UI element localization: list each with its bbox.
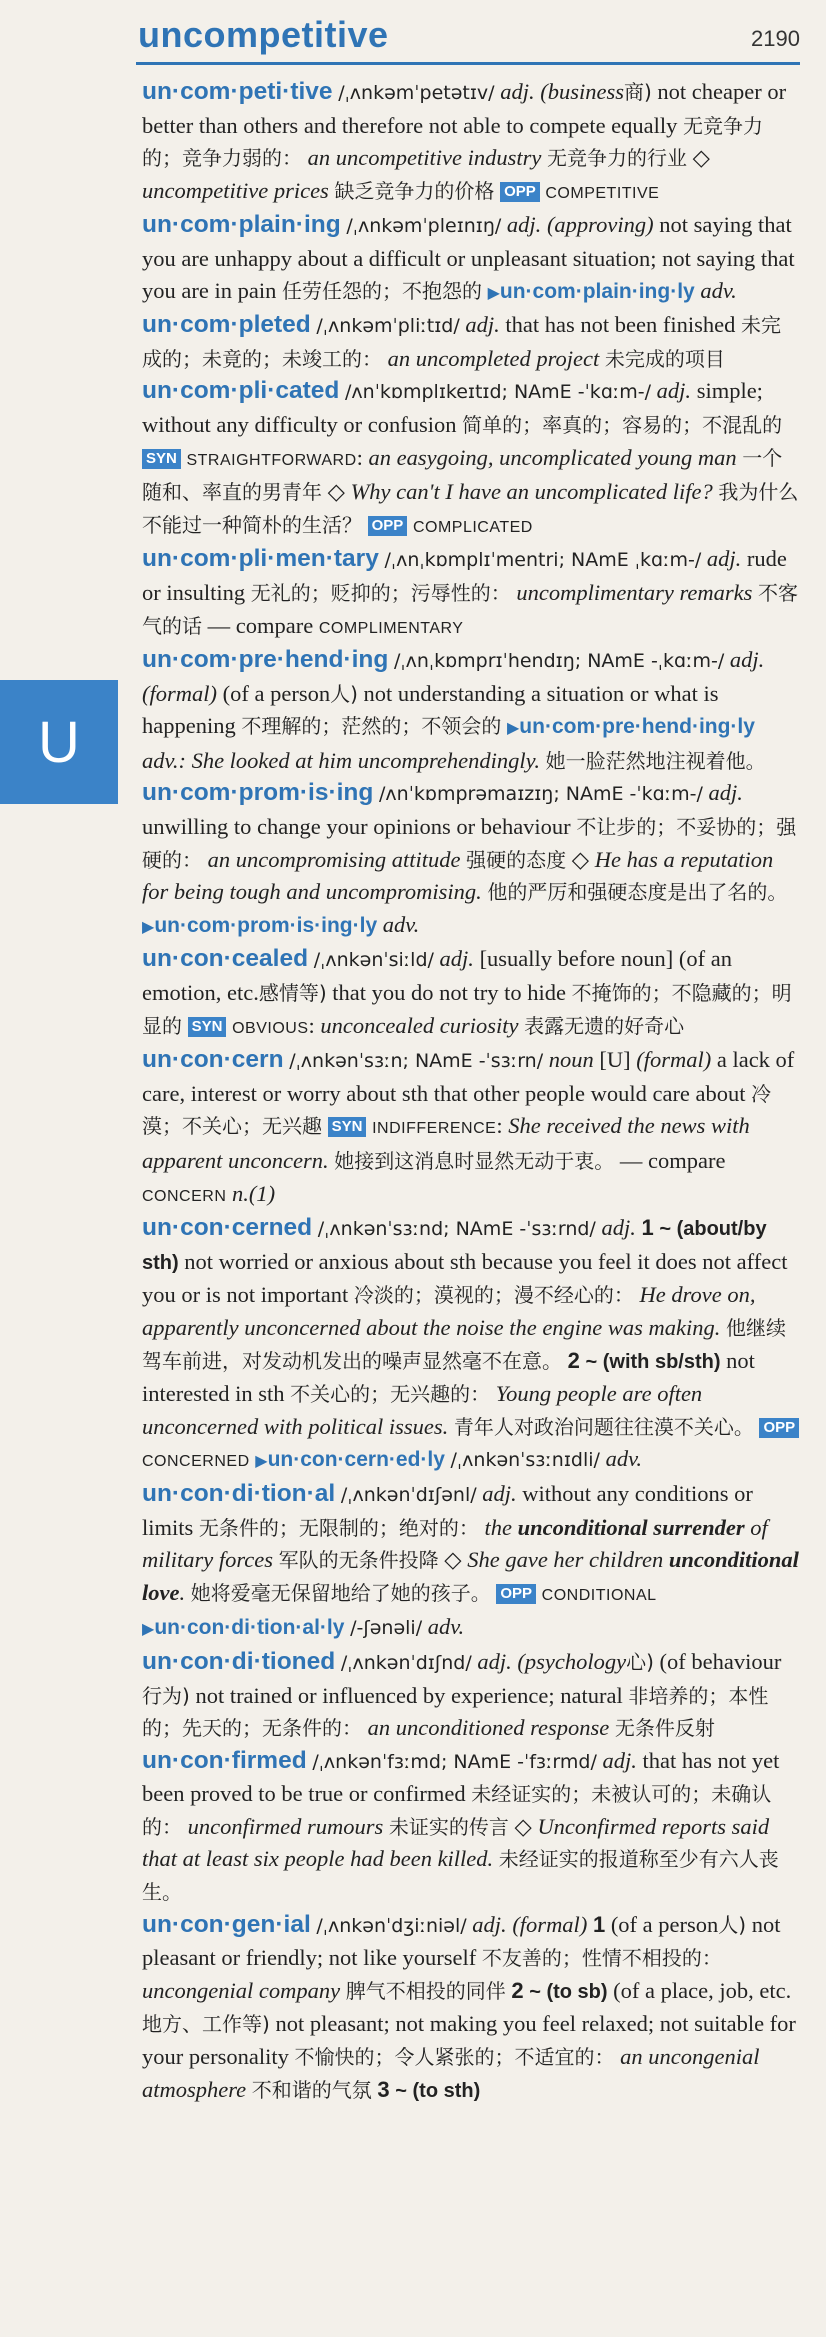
example-translation: 青年人对政治问题往往漠不关心。 [453, 1414, 754, 1439]
example-collocation: unconditional love [142, 1547, 799, 1605]
definition: not interested in sth [142, 1347, 755, 1407]
example: Unconfirmed reports said that at least six people had been killed. [142, 1813, 770, 1872]
translation: 不让步的；不妥协的；强硬的： [142, 815, 797, 872]
cross-reference-pos: n.(1) [232, 1180, 276, 1206]
translation: 简单的；率真的；容易的；不混乱的 [462, 412, 783, 437]
derivative-pos: adv. [427, 1614, 465, 1640]
grammar-note: (of a person [222, 680, 331, 706]
usage-label: (approving) [546, 212, 654, 238]
example-translation: 军队的无条件投降 [278, 1548, 439, 1573]
pronunciation: /ˌʌnˌkɒmprɪˈhendɪŋ; NAmE -ˌkɑːm-/ [393, 650, 725, 673]
entry-uncomprehending [142, 644, 800, 777]
part-of-speech: adj. [439, 946, 474, 972]
translation: 无礼的；贬抑的；污辱性的： [250, 580, 511, 605]
usage-label: (business [540, 79, 624, 104]
definition: that you do not try to hide [332, 980, 567, 1006]
sense-number: 1 [592, 1911, 606, 1937]
translation: 无竞争力的；竞争力弱的： [142, 113, 764, 171]
definition: not trained or influenced by experience; natural [195, 1682, 623, 1708]
cross-reference[interactable]: COMPETITIVE [545, 184, 660, 202]
example: an uncompetitive industry [307, 145, 542, 171]
translation: 不关心的；无兴趣的： [290, 1382, 491, 1407]
headword: un·com·pre·hend·ing [142, 646, 389, 674]
pronunciation: /ˌʌnkənˈdɪʃənl/ [340, 1483, 477, 1506]
synonym[interactable]: STRAIGHTFORWARD [186, 451, 357, 469]
usage-label: (psychology [517, 1648, 627, 1674]
translation: 无条件的；无限制的；绝对的： [198, 1515, 479, 1540]
entry-unconcern: un·con·cern /ˌʌnkənˈsɜːn; NAmE -ˈsɜːrn/ noun [U] (formal) a lack of care, interest or worry about sth that other people would care about 冷漠；不关心；无兴趣 SYN INDIFFERENCE: She received the news with apparent unconcern. 她接到这消息时显然无动于衷。 — compare CONCERN n.(1) [142, 1046, 795, 1206]
example-collocation: unconditional surrender [517, 1514, 745, 1540]
thumb-index-letter: U [38, 709, 80, 775]
definition: unwilling to change your opinions or behaviour [142, 814, 571, 840]
part-of-speech: adj. [601, 1215, 636, 1241]
translation: 不理解的；茫然的；不领会的 [241, 714, 502, 739]
dictionary-column [142, 76, 800, 2107]
translation: 冷漠；不关心；无兴趣 [142, 1081, 772, 1139]
derivative-pos: adv. [382, 911, 420, 937]
thumb-index-tab [0, 680, 118, 804]
entry-uncomplaining [142, 209, 800, 309]
derivative: un·com·plain·ing·ly [499, 279, 695, 303]
derivative-pos: adv. [605, 1446, 643, 1472]
synonym[interactable]: OBVIOUS [232, 1019, 309, 1037]
derivative: un·com·pre·hend·ing·ly [519, 715, 755, 739]
grammar-note-cn: 人) [718, 1912, 747, 1937]
example-translation: 不和谐的气氛 [251, 2077, 372, 2102]
example: an uncompromising attitude [207, 846, 461, 872]
definition: not cheaper or better than others and therefore not able to compete equally [142, 79, 787, 138]
example-translation: 她接到这消息时显然无动于衷。 [334, 1149, 615, 1173]
example: uncompetitive prices [142, 177, 329, 203]
opp-tag: OPP [759, 1418, 799, 1438]
example: She looked at him uncomprehendingly. [191, 747, 541, 773]
example-translation: 无竞争力的行业 [546, 146, 687, 171]
cross-reference[interactable]: CONCERN [142, 1187, 227, 1205]
grammar-note: [usually before noun] [479, 946, 674, 972]
synonym[interactable]: INDIFFERENCE [372, 1120, 497, 1138]
definition: that has not yet been proved to be true or confirmed [142, 1747, 780, 1807]
syn-tag: SYN [328, 1117, 367, 1137]
example-text: the [484, 1514, 518, 1540]
triangle-right-icon: ▶ [506, 720, 520, 738]
example: Young people are often unconcerned with political issues. [142, 1381, 703, 1439]
part-of-speech: adj. [472, 1911, 507, 1937]
example-translation: 一个随和、率直的男青年 [142, 445, 783, 505]
translation: 未完成的；未竟的；未竣工的： [142, 313, 781, 371]
example-translation: 无条件反射 [614, 1716, 715, 1741]
grammar-note-cn: 人) [330, 681, 358, 706]
pronunciation: /ˌʌnkənˈsɜːnd; NAmE -ˈsɜːrnd/ [317, 1218, 596, 1241]
headword: un·con·cern [142, 1046, 284, 1074]
example-translation: 未完成的项目 [604, 346, 725, 371]
example-text: of military forces [142, 1514, 768, 1573]
pronunciation: /ˌʌnkəmˈpliːtɪd/ [316, 315, 460, 338]
opp-tag: OPP [500, 182, 540, 202]
entry-unconfirmed: un·con·firmed /ˌʌnkənˈfɜːmd; NAmE -ˈfɜːrmd/ adj. that has not yet been proved to be true or confirmed 未经证实的；未被认可的；未确认的： unconfirmed rumours 未证实的传言 ◇ Unconfirmed reports said that at least six people had been killed. 未经证实的报道称至少有六人丧生。 [142, 1746, 780, 1905]
grammar-note: (of a place, job, etc. [613, 1977, 792, 2003]
pronunciation: /ˌʌnkənˈsiːld/ [313, 949, 434, 972]
example: She received the news with apparent unconcern. [142, 1113, 750, 1173]
entry-uncompromising: un·com·prom·is·ing /ʌnˈkɒmprəmaɪzɪŋ; NAmE -ˈkɑːm-/ adj. unwilling to change your opinions or behaviour 不让步的；不妥协的；强硬的： an uncompromising attitude 强硬的态度 ◇ He has a reputation for being tough and uncompromising. 他的严厉和强硬态度是出了名的。 ▶un·com·prom·is·ing·ly adv. [142, 779, 797, 937]
entry-unconditioned [142, 1646, 800, 1745]
grammar-note: (of behaviour [659, 1648, 782, 1674]
headword: un·com·prom·is·ing [142, 779, 374, 807]
example-translation: 她一脸茫然地注视着他。 [545, 748, 766, 773]
grammar-pattern: ~ (to sb) [529, 1980, 608, 2003]
translation: 任劳任怨的；不抱怨的 [281, 278, 482, 303]
sense-number: 2 [511, 1977, 524, 2003]
translation: 不愉快的；令人紧张的；不适宜的： [294, 2045, 615, 2070]
usage-label-cn: 感情等) [258, 981, 327, 1006]
derivative: un·com·prom·is·ing·ly [154, 913, 378, 937]
triangle-right-icon: ▶ [142, 1621, 155, 1639]
derivative-pos: adv.: [142, 747, 186, 773]
usage-label: (formal) [636, 1047, 712, 1073]
part-of-speech: adj. [482, 1480, 517, 1506]
headword: un·con·cerned [142, 1214, 313, 1242]
headword: un·com·plain·ing [142, 211, 341, 239]
example-translation: 缺乏竞争力的价格 [334, 178, 495, 203]
pronunciation: /ˌʌnkəmˈpleɪnɪŋ/ [346, 215, 502, 238]
part-of-speech: adj. [708, 780, 743, 806]
entry-unconcealed: un·con·cealed /ˌʌnkənˈsiːld/ adj. [usually before noun] (of an emotion, etc.感情等) that you do not try to hide 不掩饰的；不隐藏的；明显的 SYN OBVIOUS: unconcealed curiosity 表露无遗的好奇心 [142, 945, 792, 1038]
headword: un·com·pli·men·tary [142, 545, 379, 573]
pronunciation: /ʌnˈkɒmprəmaɪzɪŋ; NAmE -ˈkɑːm-/ [379, 783, 703, 806]
part-of-speech: adj. [602, 1747, 637, 1773]
pronunciation: /ˌʌnkənˈdɪʃnd/ [340, 1651, 472, 1674]
usage-label: (formal) [142, 680, 217, 706]
entry-unconditional: un·con·di·tion·al /ˌʌnkənˈdɪʃənl/ adj. without any conditions or limits 无条件的；无限制的；绝对的： the unconditional surrender of military forces 军队的无条件投降 ◇ She gave her children unconditional love. 她将爱毫无保留地给了她的孩子。 OPP CONDITIONAL ▶un·con·di·tion·al·ly /-ʃənəli/ adv. [142, 1479, 799, 1640]
pronunciation: /ˌʌnkənˈsɜːn; NAmE -ˈsɜːrn/ [289, 1050, 544, 1073]
triangle-right-icon: ▶ [255, 1453, 268, 1471]
part-of-speech: adj. [729, 647, 765, 673]
sense-number: 1 [641, 1215, 654, 1241]
headword: un·con·firmed [142, 1746, 307, 1774]
derivative-pronunciation: /-ʃənəli/ [350, 1617, 423, 1640]
grammar-note-cn: 地方、工作等) [142, 2012, 270, 2037]
translation: 不友善的；性情不相投的： [481, 1946, 722, 1971]
example: an uncompleted project [387, 345, 600, 371]
headword: un·con·di·tion·al [142, 1479, 336, 1507]
example: He drove on, apparently unconcerned about the noise the engine was making. [142, 1282, 756, 1340]
example-translation: 未证实的传言 [388, 1814, 509, 1839]
entry-uncomplimentary: un·com·pli·men·tary /ˌʌnˌkɒmplɪˈmentri; NAmE ˌkɑːm-/ adj. rude or insulting 无礼的；贬抑的；污辱性的： uncomplimentary remarks 不客气的话 — compare COMPLIMENTARY [142, 545, 799, 638]
example-translation: 不客气的话 [142, 580, 799, 638]
part-of-speech: adj. [500, 79, 535, 104]
opp-tag: OPP [368, 516, 408, 536]
header-rule [136, 62, 800, 65]
grammar-note: [U] [599, 1047, 631, 1073]
entry-uncompleted [142, 309, 800, 375]
part-of-speech: adj. [477, 1648, 512, 1674]
syn-tag: SYN [188, 1017, 227, 1037]
part-of-speech: adj. [506, 212, 542, 238]
derivative: un·con·cern·ed·ly [267, 1448, 445, 1472]
example: an easygoing, uncomplicated young man [368, 444, 737, 470]
part-of-speech: adj. [656, 378, 692, 404]
definition: not saying that you are unhappy about a difficult or unpleasant situation; not saying that you are in pain [142, 212, 795, 303]
example-translation: 脾气不相投的同伴 [345, 1978, 506, 2003]
grammar-note: (of a person [610, 1911, 719, 1937]
compare-label: compare [235, 612, 314, 638]
example-text: She gave her children [467, 1547, 669, 1573]
pronunciation: /ˌʌnkənˈdʒiːniəl/ [316, 1914, 467, 1937]
definition: not worried or anxious about sth because you feel it does not affect you or is not important [142, 1248, 788, 1308]
example-translation: 未经证实的报道称至少有六人丧生。 [142, 1847, 779, 1905]
usage-label-cn: 商) [623, 80, 652, 104]
example: Why can't I have an uncomplicated life? [350, 479, 713, 505]
pronunciation: /ˌʌnkənˈfɜːmd; NAmE -ˈfɜːrmd/ [312, 1750, 597, 1773]
usage-label: (formal) [512, 1911, 588, 1937]
example-translation: 她将爱毫无保留地给了她的孩子。 [190, 1580, 491, 1605]
grammar-pattern: ~ (with sb/sth) [585, 1350, 721, 1373]
translation: 冷淡的；漠视的；漫不经心的： [353, 1283, 634, 1308]
headword: un·con·di·tioned [142, 1647, 336, 1675]
opp-tag: OPP [496, 1584, 536, 1604]
definition: not pleasant; not making you feel relaxed; not suitable for your personality [142, 2011, 796, 2070]
definition: rude or insulting [142, 546, 787, 605]
definition: that has not been finished [505, 312, 736, 338]
example: unconcealed curiosity [320, 1012, 519, 1038]
pronunciation: /ˌʌnˌkɒmplɪˈmentri; NAmE ˌkɑːm-/ [384, 549, 702, 572]
page-number: 2190 [751, 26, 800, 51]
entry-uncongenial [142, 1909, 800, 2108]
page-header [0, 0, 826, 74]
example-translation: 他继续驾车前进，对发动机发出的噪声显然毫不在意。 [142, 1315, 787, 1373]
example: an unconditioned response [367, 1715, 610, 1741]
derivative: un·con·di·tion·al·ly [154, 1616, 345, 1640]
cross-reference[interactable]: CONCERNED [142, 1453, 250, 1471]
sense-number: 3 [377, 2076, 390, 2102]
example-translation: 强硬的态度 [466, 847, 567, 872]
triangle-right-icon: ▶ [487, 284, 500, 302]
guide-word: uncompetitive [138, 14, 389, 55]
triangle-right-icon: ▶ [142, 918, 155, 936]
syn-tag: SYN [142, 449, 181, 469]
headword: un·com·peti·tive [142, 78, 333, 105]
example: an uncongenial atmosphere [142, 2044, 760, 2102]
derivative-pronunciation: /ˌʌnkənˈsɜːnɪdli/ [450, 1449, 600, 1472]
example: uncongenial company [142, 1977, 341, 2003]
grammar-pattern: ~ (to sth) [395, 2079, 481, 2102]
entry-unconcerned [142, 1212, 800, 1478]
part-of-speech: adj. [706, 546, 742, 572]
grammar-pattern: ~ (about/by sth) [142, 1218, 767, 1274]
entry-uncompetitive: un·com·peti·tive /ˌʌnkəmˈpetətɪv/ adj. (business商) not cheaper or better than others and therefore not able to compete equally 无竞争力的；竞争力弱的： an uncompetitive industry 无竞争力的行业 ◇ uncompetitive prices 缺乏竞争力的价格 OPP COMPETITIVE [142, 78, 787, 203]
translation: 未经证实的；未被认可的；未确认的： [142, 1782, 772, 1839]
entry-uncomplicated: un·com·pli·cated /ʌnˈkɒmplɪkeɪtɪd; NAmE -ˈkɑːm-/ adj. simple; without any difficulty or confusion 简单的；率真的；容易的；不混乱的 SYN STRAIGHTFORWARD: an easygoing, uncomplicated young man 一个随和、率直的男青年 ◇ Why can't I have an uncomplicated life? 我为什么不能过一种简朴的生活？ OPP COMPLICATED [142, 377, 799, 537]
usage-label-cn: 心) [626, 1649, 654, 1674]
headword: un·con·cealed [142, 945, 309, 973]
part-of-speech: adj. [465, 312, 500, 338]
definition: not pleasant or friendly; not like yourself [142, 1911, 781, 1971]
definition: not understanding a situation or what is happening [142, 680, 719, 739]
headword: un·com·pli·cated [142, 377, 340, 405]
example-translation: 我为什么不能过一种简朴的生活？ [142, 480, 799, 537]
definition: simple; without any difficulty or confusion [142, 378, 763, 437]
example: unconfirmed rumours [187, 1813, 384, 1839]
translation: 非培养的；本性的；先天的；无条件的： [142, 1683, 769, 1741]
definition: a lack of care, interest or worry about sth that other people would care about [142, 1047, 795, 1106]
derivative-pos: adv. [700, 277, 737, 303]
cross-reference[interactable]: COMPLIMENTARY [318, 619, 464, 637]
cross-reference[interactable]: CONDITIONAL [541, 1586, 657, 1604]
example: He has a reputation for being tough and uncompromising. [142, 846, 774, 905]
definition: without any conditions or limits [142, 1480, 753, 1540]
headword: un·com·pleted [142, 311, 311, 339]
compare-label: — compare [619, 1148, 726, 1173]
cross-reference[interactable]: COMPLICATED [412, 518, 533, 536]
usage-label: (of an emotion, etc. [142, 946, 732, 1006]
headword: un·con·gen·ial [142, 1910, 311, 1938]
part-of-speech: noun [548, 1047, 594, 1073]
translation: 不掩饰的；不隐藏的；明显的 [142, 981, 792, 1038]
pronunciation: /ˌʌnkəmˈpetətɪv/ [338, 82, 495, 104]
example: uncomplimentary remarks [516, 579, 753, 605]
example-text: . [179, 1579, 186, 1605]
example-translation: 表露无遗的好奇心 [524, 1013, 685, 1038]
sense-number: 2 [567, 1347, 580, 1373]
pronunciation: /ʌnˈkɒmplɪkeɪtɪd; NAmE -ˈkɑːm-/ [345, 381, 652, 404]
example-translation: 他的严厉和强硬态度是出了名的。 [487, 880, 788, 905]
grammar-note-cn: 行为) [142, 1683, 190, 1708]
